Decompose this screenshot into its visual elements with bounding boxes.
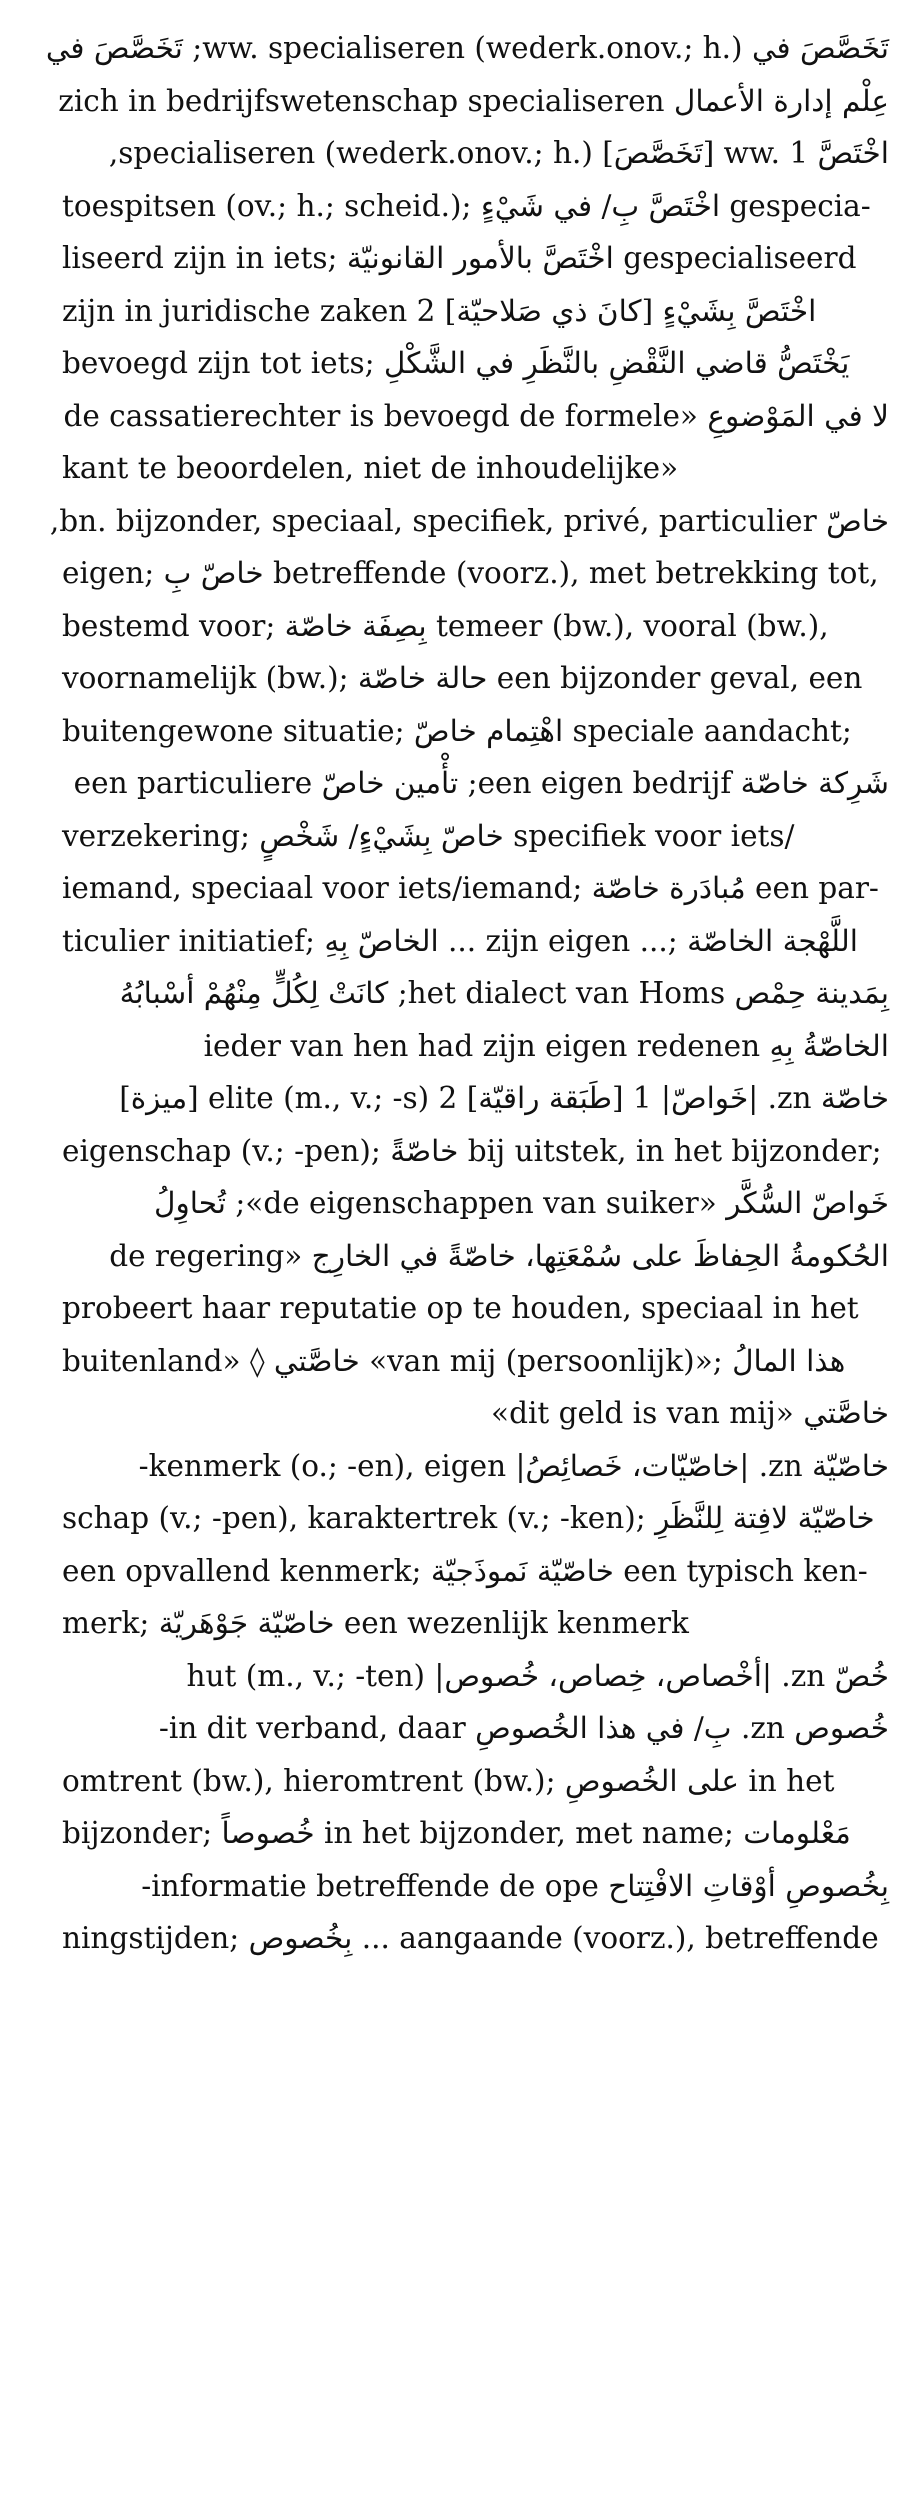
entry-line: schap (v.; -pen), karaktertrek (v.; -ken); خاصّيّة لافِتة لِلنَّظَرِ [62,1501,875,1535]
entry-khassiyya [12,1440,889,1650]
entry-line: eigenschap (v.; -pen); خاصّةً bij uitstek, in het bijzonder; [62,1133,882,1168]
entry-line: bevoegd zijn tot iets; يَخْتَصُّ قاضي النَّقْضِ بالنَّظَرِ في الشَّكْلِ [62,346,850,380]
entry-line: omtrent (bw.), hieromtrent (bw.); على الخُصوصِ in het [62,1763,835,1798]
entry-line: ningstijden; بِخُصوص ... aangaande (voorz.), betreffende [62,1921,879,1955]
entry-khuss [12,1650,889,1703]
entry-khass [12,495,889,1073]
entry-line: voornamelijk (bw.); حالة خاصّة een bijzonder geval, een [62,661,863,695]
entry-line: bestemd voor; بِصِفَة خاصّة temeer (bw.), vooral (bw.), [62,608,829,643]
entry-line: خُصّ zn. |أخْصاص، خِصاص، خُصوص| hut (m., v.; -ten) [186,1658,889,1693]
entry-line: probeert haar reputatie op te houden, speciaal in het [62,1291,859,1325]
entry-line: liseerd zijn in iets; اخْتَصَّ بالأمور القانونيّة gespecialiseerd [62,241,857,275]
entry-line: لا في المَوْضوعِ «de cassatierechter is bevoegd de formele [63,398,889,433]
entry-line: خَواصّ السُّكَّر «de eigenschappen van suiker»; تُحاوِلُ [154,1186,889,1220]
entry-line: toespitsen (ov.; h.; scheid.); اخْتَصَّ بِ/ في شَيْءٍ gespecia- [62,188,871,223]
entry-line: خاصّة zn. |خَواصّ| 1 [طَبَقة راقيّة] elite (m., v.; -s) 2 [ميزة] [119,1081,889,1115]
entry-line: merk; خاصّيّة جَوْهَريّة een wezenlijk kenmerk [62,1606,689,1640]
entry-khassa [12,1072,889,1440]
entry-line: ticulier initiatief; الخاصّ بِهِ ... zijn eigen ...; اللَّهْجة الخاصّة [62,923,858,958]
entry-line: buitenland» ◊ خاصَّتي «van mij (persoonlijk)»; هذا المالُ [62,1343,846,1378]
entry-takhassasa [12,22,889,127]
entry-line: بِخُصوصِ أوْقاتِ الافْتِتاح informatie betreffende de ope- [141,1868,889,1903]
entry-line: eigen; خاصّ بِ betreffende (voorz.), met betrekking tot, [62,556,879,590]
entry-line: بِمَدينة حِمْص het dialect van Homs; كانَتْ لِكُلٍّ مِنْهُمْ أسْبابُهُ [119,976,889,1010]
entry-line: buitengewone situatie; اهْتِمام خاصّ speciale aandacht; [62,713,852,748]
entry-line: الخاصّةُ بِهِ ieder van hen had zijn eigen redenen [203,1028,889,1063]
entry-line: اخْتَصَّ ww. 1 [تَخَصَّصَ] specialiseren (wederk.onov.; h.), [108,136,889,170]
entry-line: bijzonder; خُصوصاً in het bijzonder, met name; مَعْلومات [62,1816,851,1850]
entry-line: الحُكومةُ الحِفاظَ على سُمْعَتِها، خاصّةً في الخارِج «de regering [109,1238,889,1273]
entry-line: خاصّيّة zn. |خاصّيّات، خَصائِصُ| kenmerk (o.; -en), eigen- [138,1448,889,1483]
entry-ikhtassa [12,127,889,495]
entry-line: خاصَّتي «dit geld is van mij» [491,1396,889,1430]
entry-line: zijn in juridische zaken 2 [كانَ ذي صَلاحيّة] اخْتَصَّ بِشَيْءٍ [62,293,817,328]
entry-line: تَخَصَّصَ في ww. specialiseren (wederk.onov.; h.); تَخَصَّصَ في [45,31,889,65]
entry-line: kant te beoordelen, niet de inhoudelijke» [62,451,679,485]
entry-khusus [12,1702,889,1965]
entry-line: خُصوص zn. بِ/ في هذا الخُصوصِ in dit verband, daar- [158,1711,889,1745]
entry-line: شَرِكة خاصّة een eigen bedrijf; تأْمين خاصّ een particuliere [73,766,889,800]
entry-line: verzekering; خاصّ بِشَيْءٍ/ شَخْصٍ specifiek voor iets/ [62,818,795,853]
entry-line: een opvallend kenmerk; خاصّيّة نَموذَجيّة een typisch ken- [62,1553,868,1588]
entry-line: iemand, speciaal voor iets/iemand; مُبادَرة خاصّة een par- [62,871,879,905]
entry-line: خاصّ bn. bijzonder, speciaal, specifiek, privé, particulier, [49,503,889,538]
entry-line: عِلْم إدارة الأعمال zich in bedrijfswetenschap specialiseren [58,83,889,118]
